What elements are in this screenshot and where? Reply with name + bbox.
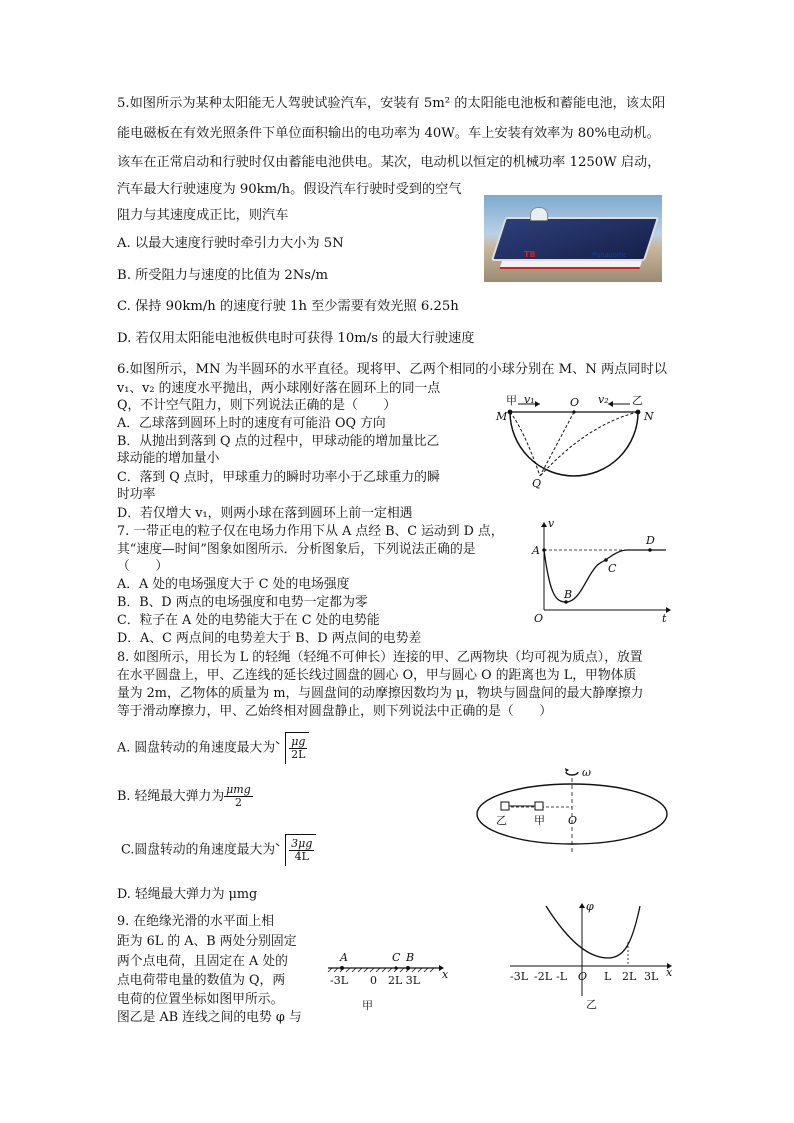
v-axis-arrow (541, 522, 547, 527)
q7-option-d: D．A、C 两点间的电势差大于 B、D 两点间的电势差 (117, 631, 422, 646)
label-b: B (406, 951, 415, 964)
charge-a (340, 966, 344, 970)
q5-line-5: 阻力与其速度成正比，则汽车 (117, 208, 289, 223)
point-a (542, 548, 546, 552)
label-q: Q (532, 477, 542, 490)
car-brand: Panasonic (592, 251, 628, 259)
q6-option-c-2: 时功率 (117, 487, 156, 502)
q6-option-b-2: 球动能的增加量小 (117, 451, 220, 466)
arrow-v2-head (608, 401, 613, 407)
tick-2l-3l: 2L 3L (388, 974, 421, 987)
q5-line-3: 该车在正常启动和行驶时仅由蓄能电池供电。某次，电动机以恒定的机械功率 1250W 启动， (117, 155, 661, 170)
q7-line-3: （ ） (117, 559, 169, 574)
arrow-v1-head (535, 401, 540, 407)
q8-option-b (117, 782, 253, 812)
q8-line-1: 8. 如图所示，用长为 L 的轻绳（轻绳不可伸长）连接的甲、乙两物块（均可视为质点），放置 (117, 650, 643, 665)
q5-option-d: D. 若仅用太阳能电池板供电时可获得 10m/s 的最大行驶速度 (117, 331, 475, 346)
caption-jia: 甲 (362, 999, 373, 1012)
label-omega: ω (582, 766, 591, 779)
point-c (394, 966, 397, 969)
q5-option-c: C. 保持 90km/h 的速度行驶 1h 至少需要有效光照 6.25h (117, 299, 459, 314)
label-b: B (564, 588, 573, 601)
vt-curve (544, 550, 666, 602)
q8-option-c (121, 834, 316, 866)
label-c: C (392, 951, 401, 964)
q7-option-b: B．B、D 两点的电场强度和电势一定都为零 (117, 595, 368, 610)
car-solar-panel (491, 217, 659, 261)
q9-figure-jia (322, 944, 452, 1014)
label-x: x (442, 968, 449, 981)
q7-option-c: C．粒子在 A 处的电势能大于在 C 处的电势能 (117, 613, 380, 628)
tick-l-yi: L (604, 970, 612, 983)
caption-yi: 乙 (586, 998, 597, 1011)
label-yi: 乙 (496, 814, 507, 827)
q6-option-b-1: B．从抛出到落到 Q 点的过程中，甲球动能的增加量比乙 (117, 434, 440, 449)
label-d: D (646, 534, 655, 547)
q6-line-3: Q，不计空气阻力，则下列说法正确的是（ ） (117, 398, 397, 413)
q8-option-c-text: C.圆盘转动的角速度最大为 (121, 842, 276, 858)
label-a: A (340, 951, 348, 964)
label-origin: O (534, 612, 544, 624)
q7-line-1: 7. 一带正电的粒子仅在电场力作用下从 A 点经 B、C 运动到 D 点， (117, 524, 504, 539)
q8-option-d: D. 轻绳最大弹力为 μmg (117, 887, 258, 902)
path-yi (540, 412, 638, 476)
rotation-arrow-head (565, 768, 569, 772)
tick-negl-yi: -L (556, 970, 568, 983)
q7-vt-graph (526, 516, 676, 624)
point-d (648, 548, 652, 552)
t-axis-arrow (666, 607, 671, 613)
q5-line-1: 5.如图所示为某种太阳能无人驾驶试验汽车，安装有 5m² 的太阳能电池板和蓄能电池，该太阳 (117, 96, 666, 111)
tick-zero: 0 (370, 974, 377, 987)
rotation-arrow (566, 772, 578, 775)
q9-line-4: 点电荷带电量的数值为 Q，两 (117, 973, 286, 988)
line-oq (540, 412, 574, 476)
label-t-axis: t (662, 612, 667, 624)
q8-line-3: 量为 2m，乙物体的质量为 m，与圆盘间的动摩擦因数均为 μ，物块与圆盘间的最大静摩擦力 (117, 686, 644, 701)
q8-c-numerator: 3μg (291, 837, 313, 850)
q8-option-c-sqrt (275, 834, 316, 866)
solar-car-photo (484, 195, 662, 282)
label-v1: v₁ (524, 393, 535, 406)
label-x-yi: x (666, 966, 673, 979)
q6-option-c-1: C．落到 Q 点时，甲球重力的瞬时功率小于乙球重力的瞬 (117, 470, 440, 485)
tick-3l-yi: 3L (644, 970, 659, 983)
label-v2: v₂ (598, 393, 609, 406)
q8-option-b-frac (224, 784, 253, 809)
q9-line-3: 两个点电荷，且固定在 A 处的 (117, 954, 288, 969)
q6-line-2: v₁、v₂ 的速度水平抛出，两小球刚好落在圆环上的同一点 (117, 381, 441, 396)
label-jia: 甲 (506, 394, 517, 407)
q5-line-2: 能电磁板在有效光照条件下单位面积输出的电功率为 40W。车上安装有效率为 80%电动机。 (117, 126, 660, 141)
q7-line-2: 其“速度—时间”图象如图所示．分析图象后，下列说法正确的是 (117, 542, 476, 557)
label-jia: 甲 (534, 814, 545, 827)
q8-a-numerator: μg (289, 736, 307, 749)
label-m: M (496, 410, 508, 423)
q7-option-a: A．A 处的电场强度大于 C 处的电场强度 (117, 577, 350, 592)
q9-line-5: 电荷的位置坐标如图甲所示。 (117, 992, 284, 1007)
path-jia (510, 412, 540, 476)
q6-option-a: A．乙球落到圆环上时的速度有可能沿 OQ 方向 (117, 416, 386, 431)
q8-line-2: 在水平圆盘上，甲、乙连线的延长线过圆盘的圆心 O，甲与圆心 O 的距离也为 L，甲物体质 (117, 668, 637, 683)
q5-option-b: B. 所受阻力与速度的比值为 2Ns/m (117, 268, 328, 283)
q8-option-a-sqrt (275, 732, 309, 764)
q8-c-denominator: 4L (294, 850, 309, 863)
q8-a-denominator: 2L (291, 748, 306, 761)
label-phi: φ (586, 900, 594, 913)
q5-option-a: A. 以最大速度行驶时牵引力大小为 5N (117, 236, 344, 251)
q6-line-1: 6.如图所示，MN 为半圆环的水平直径。现将甲、乙两个相同的小球分别在 M、N 两点同时以 (117, 362, 667, 377)
car-number: TB (524, 250, 536, 259)
q6-option-d: D．若仅增大 v₁，则两小球在落到圆环上前一定相遇 (117, 506, 413, 521)
tick-neg3l: -3L (330, 974, 349, 987)
label-o: O (568, 814, 578, 827)
car-cockpit (530, 207, 548, 221)
q8-b-numerator: μmg (226, 783, 251, 796)
ball-yi (636, 410, 641, 415)
tick-neg3l-yi: -3L (510, 970, 529, 983)
tick-2l-yi: 2L (622, 970, 637, 983)
q9-figure-yi (500, 896, 680, 1016)
q8-option-b-text: B. 轻绳最大弹力为 (117, 789, 225, 804)
q9-line-1: 9. 在绝缘光滑的水平面上相 (117, 914, 275, 929)
ball-jia (508, 410, 513, 415)
block-jia (535, 802, 543, 810)
label-a: A (532, 544, 540, 557)
center-o (572, 410, 575, 413)
label-c: C (608, 562, 617, 575)
q8-b-denominator: 2 (234, 796, 242, 809)
q8-disk-figure (474, 764, 670, 856)
q8-option-a (117, 732, 309, 764)
label-n: N (644, 410, 654, 423)
q9-line-6: 图乙是 AB 连线之间的电势 φ 与 (117, 1010, 302, 1025)
tick-neg2l-yi: -2L (534, 970, 553, 983)
block-yi (501, 802, 509, 810)
q8-line-4: 等于滑动摩擦力，甲、乙始终相对圆盘静止，则下列说法中正确的是（ ） (117, 704, 553, 719)
q9-line-2: 距为 6L 的 A、B 两处分别固定 (117, 934, 297, 949)
label-yi: 乙 (632, 394, 643, 407)
phi-axis-arrow (579, 903, 585, 908)
q8-option-a-text: A. 圆盘转动的角速度最大为 (117, 740, 276, 756)
charge-b (406, 966, 410, 970)
label-o: O (570, 396, 580, 409)
q6-semicircle-figure (488, 390, 664, 490)
tick-o-yi: O (578, 970, 588, 983)
q5-line-4: 汽车最大行驶速度为 90km/h。假设汽车行驶时受到的空气 (117, 182, 462, 197)
potential-curve (546, 906, 640, 958)
label-v-axis: v (548, 517, 555, 530)
